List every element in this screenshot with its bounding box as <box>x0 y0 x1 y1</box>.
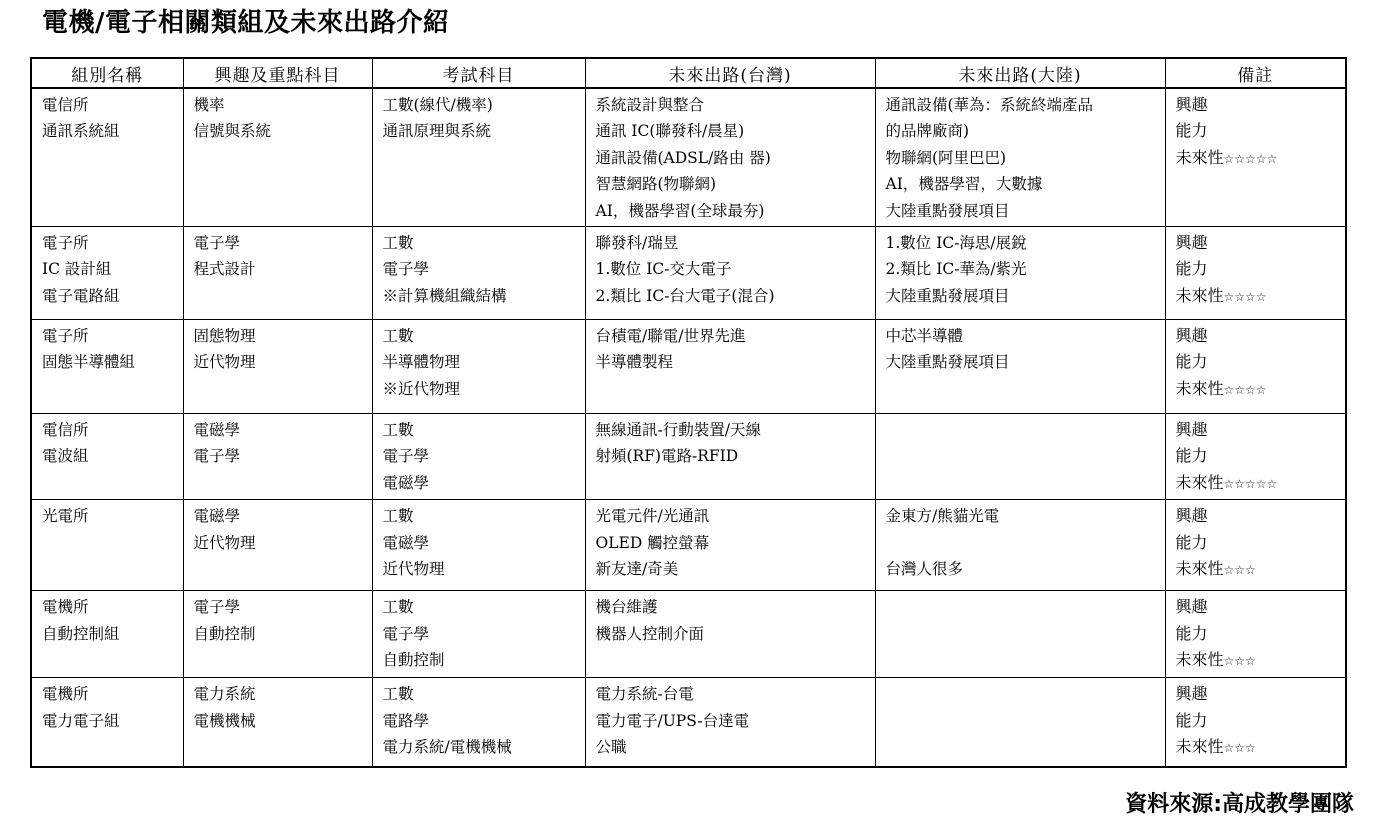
group-cell <box>31 591 183 678</box>
cell-line: 金東方/熊貓光電 <box>885 507 1000 526</box>
cell-line: 電波組 <box>42 447 89 466</box>
table-row <box>31 227 1346 320</box>
note-line <box>1176 349 1338 375</box>
cell-line: 中芯半導體 <box>885 327 964 346</box>
interest-cell <box>183 414 372 500</box>
cell-line: 電機機械 <box>193 711 256 730</box>
notes-cell <box>1165 591 1346 678</box>
note-line <box>1176 530 1338 556</box>
cell-line: 物聯網(阿里巴巴) <box>885 148 1007 167</box>
cell-line: 公職 <box>595 738 627 757</box>
future-rating <box>1176 647 1338 674</box>
future-china-cell <box>875 414 1165 500</box>
future-china-cell <box>875 227 1165 320</box>
note-label: 未來性 <box>1175 472 1224 492</box>
cell-line: 電子學 <box>193 598 241 617</box>
note-line <box>1176 594 1338 620</box>
cell-line: 機器人控制介面 <box>595 624 705 643</box>
cell-line: AI，機器學習，大數據 <box>885 175 1043 194</box>
group-cell <box>31 88 183 227</box>
cell-line: 工數 <box>382 685 414 704</box>
cell-line: 新友達/奇美 <box>595 560 679 579</box>
cell-line: 通訊系統組 <box>42 122 120 141</box>
note-label: 能力 <box>1175 532 1208 552</box>
star-rating-icon: ☆☆☆☆ <box>1223 382 1267 397</box>
note-label: 未來性 <box>1175 147 1224 167</box>
group-cell <box>31 320 183 414</box>
cell-line: 固態物理 <box>193 327 256 346</box>
future-rating <box>1176 734 1338 761</box>
cell-line: 半導體製程 <box>595 353 674 372</box>
cell-line: 電磁學 <box>382 473 430 492</box>
future-china-cell <box>875 88 1165 227</box>
note-line <box>1176 708 1338 734</box>
note-label: 未來性 <box>1175 650 1224 670</box>
exam-cell <box>372 227 585 320</box>
cell-line: 1.數位 IC-交大電子 <box>595 260 732 279</box>
note-label: 興趣 <box>1175 233 1208 253</box>
cell-line: 電力系統 <box>193 685 256 704</box>
notes-cell <box>1165 227 1346 320</box>
table-row <box>31 88 1346 227</box>
career-table <box>30 57 1347 768</box>
notes-cell <box>1165 500 1346 591</box>
note-label: 能力 <box>1175 710 1208 730</box>
note-label: 能力 <box>1175 446 1208 466</box>
future-china-cell <box>875 678 1165 767</box>
cell-line: 近代物理 <box>382 560 445 579</box>
cell-line: 機台維護 <box>595 598 658 617</box>
future-rating <box>1176 283 1338 310</box>
interest-cell <box>183 678 372 767</box>
cell-line: 工數 <box>382 507 414 526</box>
note-label: 興趣 <box>1175 95 1208 114</box>
cell-line: 電磁學 <box>193 507 241 526</box>
cell-line: 光電元件/光通訊 <box>595 507 710 526</box>
exam-cell <box>372 591 585 678</box>
future-taiwan-cell <box>585 500 875 591</box>
cell-line: 通訊 IC(聯發科/晨星) <box>595 122 745 141</box>
note-label: 能力 <box>1175 259 1208 279</box>
cell-line: 近代物理 <box>193 353 256 372</box>
header-future-china: 未來出路(大陸) <box>875 58 1165 88</box>
cell-line: 電子學 <box>382 624 430 643</box>
cell-line: 工數 <box>382 234 414 253</box>
cell-line: 2.類比 IC-華為/紫光 <box>885 260 1027 279</box>
cell-line: 電力系統/電機機械 <box>382 738 512 757</box>
cell-line: 電子學 <box>382 447 430 466</box>
cell-line: OLED 觸控螢幕 <box>595 533 710 552</box>
future-taiwan-cell <box>585 678 875 767</box>
cell-line: 光電所 <box>42 507 89 526</box>
note-line <box>1176 118 1338 144</box>
notes-cell <box>1165 414 1346 500</box>
future-rating <box>1176 145 1338 172</box>
header-group-name: 組別名稱 <box>31 58 183 88</box>
cell-line: 半導體物理 <box>382 353 461 372</box>
header-notes: 備註 <box>1165 58 1346 88</box>
note-label: 興趣 <box>1175 326 1208 346</box>
note-line <box>1176 323 1338 349</box>
future-rating <box>1176 376 1338 403</box>
cell-line: 電力電子組 <box>42 711 120 730</box>
notes-cell <box>1165 88 1346 227</box>
cell-line: 智慧網路(物聯網) <box>595 175 717 194</box>
exam-cell <box>372 88 585 227</box>
cell-line: 電子學 <box>193 447 241 466</box>
note-line <box>1176 443 1338 469</box>
cell-line: 電機所 <box>42 685 89 704</box>
note-line <box>1176 681 1338 707</box>
note-line <box>1176 92 1338 118</box>
note-label: 興趣 <box>1175 506 1208 526</box>
cell-line: 電信所 <box>42 421 89 440</box>
note-label: 能力 <box>1175 623 1208 643</box>
table-row <box>31 414 1346 500</box>
cell-line: 大陸重點發展項目 <box>885 201 1010 220</box>
cell-line: 電子學 <box>193 234 241 253</box>
note-label: 未來性 <box>1175 285 1224 305</box>
cell-line: 近代物理 <box>193 533 256 552</box>
note-line <box>1176 417 1338 443</box>
header-interest-subjects: 興趣及重點科目 <box>183 58 372 88</box>
cell-line: 1.數位 IC-海思/展銳 <box>885 234 1027 253</box>
table-header-row <box>31 58 1346 88</box>
cell-line: 電子電路組 <box>42 286 120 305</box>
cell-line: 大陸重點發展項目 <box>885 286 1010 305</box>
cell-line: 電磁學 <box>193 421 241 440</box>
table-row <box>31 678 1346 767</box>
cell-line: 電機所 <box>42 598 89 617</box>
cell-line: 電子所 <box>42 327 89 346</box>
star-rating-icon: ☆☆☆☆☆ <box>1223 151 1278 166</box>
note-label: 興趣 <box>1175 684 1208 704</box>
note-line <box>1176 503 1338 529</box>
future-taiwan-cell <box>585 591 875 678</box>
cell-line: AI，機器學習(全球最夯) <box>595 201 765 220</box>
interest-cell <box>183 591 372 678</box>
future-taiwan-cell <box>585 414 875 500</box>
cell-line: 自動控制 <box>193 624 256 643</box>
star-rating-icon: ☆☆☆ <box>1223 563 1256 578</box>
notes-cell <box>1165 678 1346 767</box>
cell-line: ※近代物理 <box>382 379 461 398</box>
cell-line: 工數 <box>382 327 414 346</box>
future-china-cell <box>875 500 1165 591</box>
table-row <box>31 591 1346 678</box>
table-row <box>31 320 1346 414</box>
note-label: 未來性 <box>1175 559 1224 579</box>
cell-line: 系統設計與整合 <box>595 96 705 114</box>
future-rating <box>1176 470 1338 497</box>
interest-cell <box>183 227 372 320</box>
note-label: 能力 <box>1175 121 1208 141</box>
cell-line: 聯發科/瑞昱 <box>595 234 679 253</box>
cell-line: 自動控制組 <box>42 624 120 643</box>
group-cell <box>31 414 183 500</box>
future-taiwan-cell <box>585 227 875 320</box>
star-rating-icon: ☆☆☆ <box>1223 741 1256 756</box>
table-body <box>31 88 1346 767</box>
note-line <box>1176 230 1338 256</box>
exam-cell <box>372 678 585 767</box>
note-line <box>1176 256 1338 282</box>
note-line <box>1176 621 1338 647</box>
cell-line: 工數 <box>382 421 414 440</box>
cell-line: 大陸重點發展項目 <box>885 353 1010 372</box>
cell-line: 自動控制 <box>382 651 445 670</box>
star-rating-icon: ☆☆☆ <box>1223 654 1256 669</box>
source-credit: 資料來源:高成教學團隊 <box>1125 792 1354 817</box>
cell-line: IC 設計組 <box>42 260 112 279</box>
cell-line: 程式設計 <box>193 260 256 279</box>
future-taiwan-cell <box>585 88 875 227</box>
group-cell <box>31 678 183 767</box>
cell-line: 通訊設備(華為：系統終端產品 <box>885 96 1094 114</box>
table-row <box>31 500 1346 591</box>
note-label: 興趣 <box>1175 420 1208 440</box>
cell-line: 通訊設備(ADSL/路由 器) <box>595 148 771 167</box>
cell-line: 固態半導體組 <box>42 353 136 372</box>
cell-line: 電路學 <box>382 711 430 730</box>
cell-line: 台灣人很多 <box>885 560 964 579</box>
star-rating-icon: ☆☆☆☆ <box>1223 289 1267 304</box>
group-cell <box>31 227 183 320</box>
cell-line: 通訊原理與系統 <box>382 122 492 141</box>
cell-line: 的品牌廠商) <box>885 122 970 141</box>
cell-line: 電力電子/UPS-台達電 <box>595 711 750 730</box>
cell-line: 信號與系統 <box>193 122 272 141</box>
cell-line: 電磁學 <box>382 533 430 552</box>
exam-cell <box>372 320 585 414</box>
header-future-taiwan: 未來出路(台灣) <box>585 58 875 88</box>
cell-line: 電子學 <box>382 260 430 279</box>
note-label: 興趣 <box>1175 597 1208 617</box>
cell-line: 無線通訊-行動裝置/天線 <box>595 421 761 440</box>
star-rating-icon: ☆☆☆☆☆ <box>1223 476 1278 491</box>
cell-line: 射頻(RF)電路-RFID <box>595 447 739 466</box>
group-cell <box>31 500 183 591</box>
interest-cell <box>183 88 372 227</box>
note-label: 能力 <box>1175 352 1208 372</box>
cell-line: 工數(線代/機率) <box>382 96 493 114</box>
page-title: 電機/電子相關類組及未來出路介紹 <box>42 8 450 38</box>
interest-cell <box>183 500 372 591</box>
cell-line: 電力系統-台電 <box>595 685 694 704</box>
cell-line: 2.類比 IC-台大電子(混合) <box>595 286 775 305</box>
future-rating <box>1176 556 1338 583</box>
header-exam-subjects: 考試科目 <box>372 58 585 88</box>
exam-cell <box>372 500 585 591</box>
cell-line: ※計算機組織結構 <box>382 286 507 305</box>
cell-line: 機率 <box>193 96 225 114</box>
cell-line: 電信所 <box>42 96 89 114</box>
notes-cell <box>1165 320 1346 414</box>
note-label: 未來性 <box>1175 378 1224 398</box>
exam-cell <box>372 414 585 500</box>
interest-cell <box>183 320 372 414</box>
future-china-cell <box>875 320 1165 414</box>
note-label: 未來性 <box>1175 737 1224 757</box>
cell-line: 工數 <box>382 598 414 617</box>
future-china-cell <box>875 591 1165 678</box>
future-taiwan-cell <box>585 320 875 414</box>
cell-line <box>886 530 1157 556</box>
cell-line: 台積電/聯電/世界先進 <box>595 327 746 346</box>
cell-line: 電子所 <box>42 234 89 253</box>
